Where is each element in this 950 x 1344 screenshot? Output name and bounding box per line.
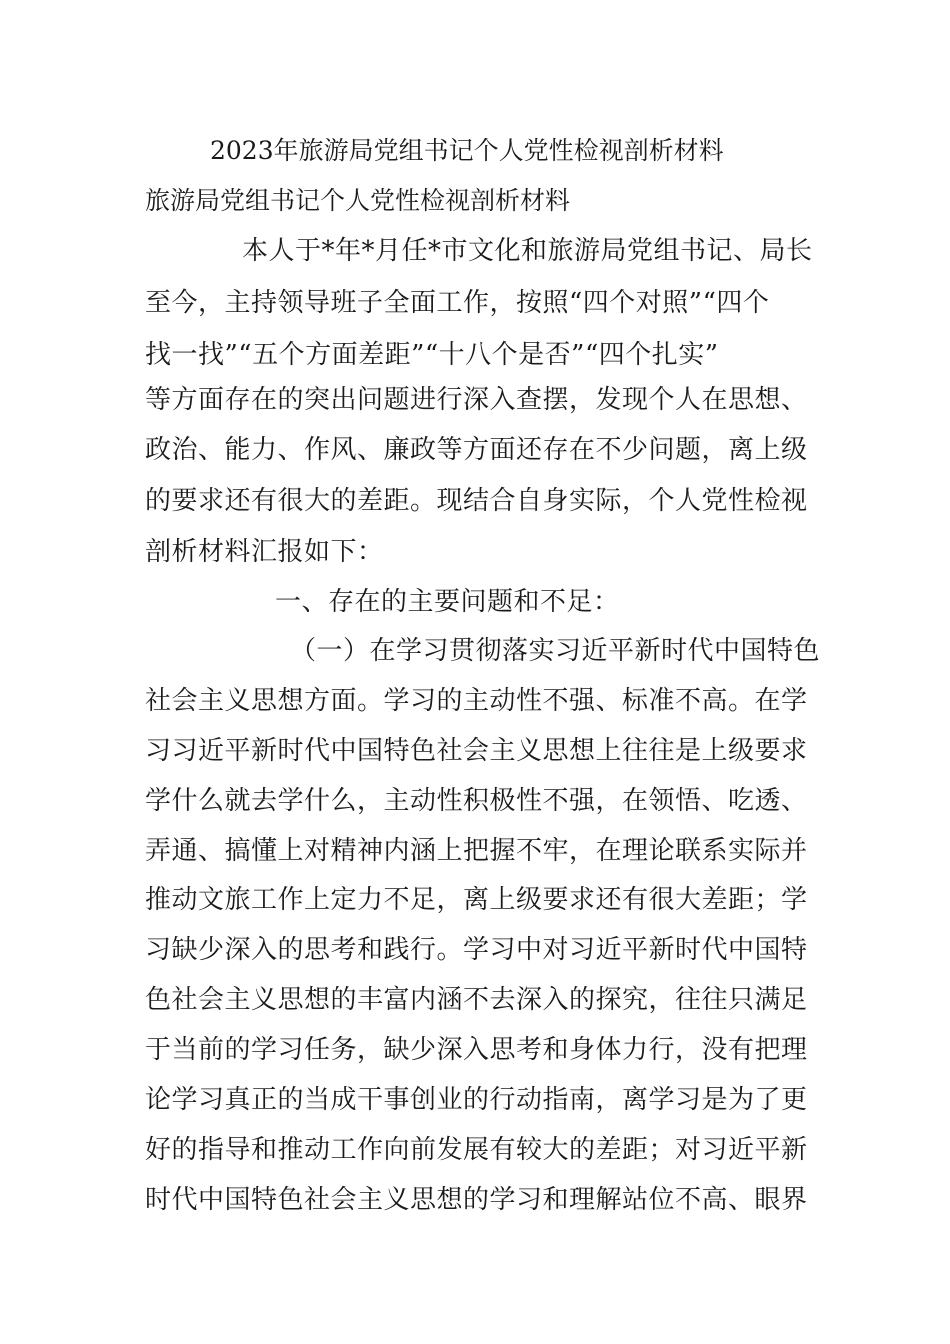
paragraph-line: 推动文旅工作上定力不足，离上级要求还有很大差距；学 [145, 885, 808, 915]
paragraph-line: 学什么就去学什么，主动性积极性不强，在领悟、吃透、 [145, 786, 808, 816]
document-title: 2023年旅游局党组书记个人党性检视剖析材料 [210, 136, 724, 165]
intro-line: 等方面存在的突出问题进行深入查摆，发现个人在思想、 [145, 385, 808, 415]
intro-line: 政治、能力、作风、廉政等方面还存在不少问题，离上级 [145, 435, 808, 465]
intro-line: 剖析材料汇报如下： [145, 537, 384, 567]
intro-line: 至今，主持领导班子全面工作，按照“四个对照”“四个 [145, 288, 770, 318]
paragraph-line: 社会主义思想方面。学习的主动性不强、标准不高。在学 [145, 686, 808, 716]
paragraph-line: 习缺少深入的思考和践行。学习中对习近平新时代中国特 [145, 935, 808, 965]
document-subtitle: 旅游局党组书记个人党性检视剖析材料 [145, 186, 571, 215]
paragraph-line: 于当前的学习任务，缺少深入思考和身体力行，没有把理 [145, 1035, 808, 1065]
paragraph-line: 色社会主义思想的丰富内涵不去深入的探究，往往只满足 [145, 985, 808, 1015]
intro-line: 找一找”“五个方面差距”“十八个是否”“四个扎实” [145, 340, 719, 370]
paragraph-line: 论学习真正的当成干事创业的行动指南，离学习是为了更 [145, 1085, 808, 1115]
section-heading: 一、存在的主要问题和不足： [275, 587, 620, 617]
paragraph-line: 弄通、搞懂上对精神内涵上把握不牢，在理论联系实际并 [145, 836, 808, 866]
intro-line: 的要求还有很大的差距。现结合自身实际，个人党性检视 [145, 486, 808, 516]
paragraph-line: 好的指导和推动工作向前发展有较大的差距；对习近平新 [145, 1135, 808, 1165]
paragraph-line: （一）在学习贯彻落实习近平新时代中国特色 [290, 636, 821, 666]
intro-line: 本人于*年*月任*市文化和旅游局党组书记、局长 [242, 236, 813, 266]
paragraph-line: 习习近平新时代中国特色社会主义思想上往往是上级要求 [145, 736, 808, 766]
paragraph-line: 时代中国特色社会主义思想的学习和理解站位不高、眼界 [145, 1185, 808, 1215]
